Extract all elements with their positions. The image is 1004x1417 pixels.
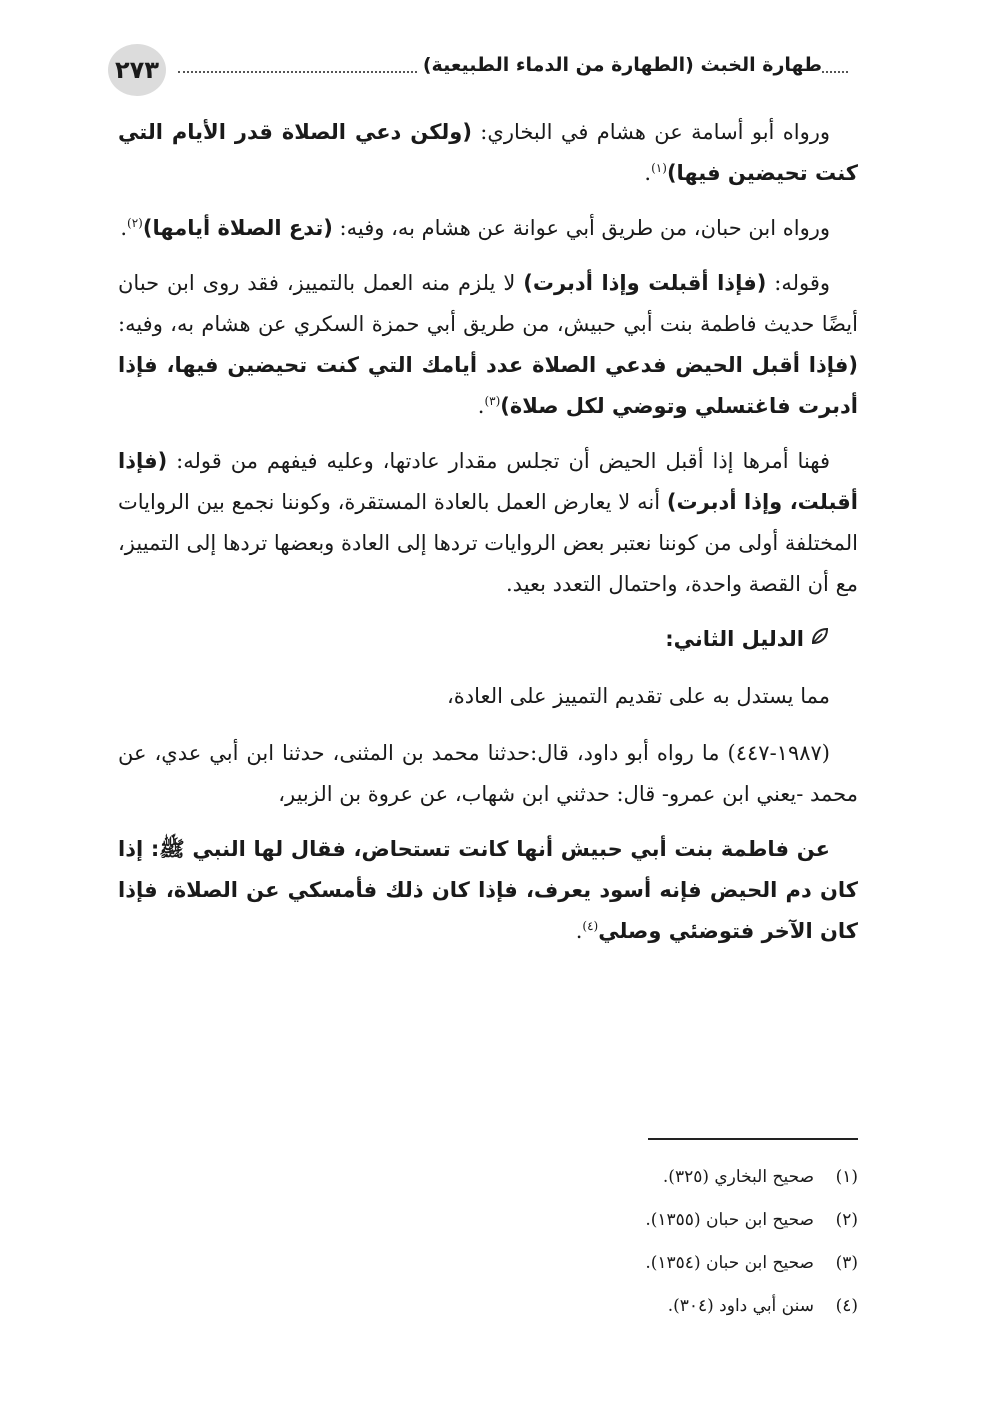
- footnote-text: صحيح ابن حبان (١٣٥٤).: [645, 1253, 814, 1273]
- footnote-1: [358, 1156, 858, 1199]
- footnote-text: سنن أبي داود (٣٠٤).: [667, 1296, 814, 1316]
- footnote-4: [358, 1285, 858, 1328]
- footnote-3: [358, 1242, 858, 1285]
- heading-text: الدليل الثاني:: [665, 627, 804, 651]
- footnote-ref-3: (٣): [484, 394, 501, 408]
- p2-end: .: [120, 216, 128, 240]
- paragraph-2: [118, 208, 858, 249]
- header-dots-left: [178, 57, 417, 73]
- p1-bold: (ولكن دعي الصلاة قدر الأيام التي كنت تحيضين فيها): [118, 120, 858, 185]
- section-heading: [118, 619, 830, 660]
- footnote-separator: [648, 1138, 858, 1140]
- p3-end: .: [477, 394, 485, 418]
- footnote-2: [358, 1199, 858, 1242]
- p1-text: ورواه أبو أسامة عن هشام في البخاري:: [471, 120, 830, 144]
- leaf-ornament-icon: [810, 619, 830, 660]
- p3-text-2: لا يلزم منه العمل بالتمييز، فقد روى ابن حبان أيضًا حديث فاطمة بنت أبي حبيش، من طريق أبي حمزة السكري عن هشام به، وفيه:: [118, 271, 858, 336]
- running-header: [108, 38, 848, 102]
- footnote-text: صحيح البخاري (٣٢٥).: [662, 1167, 814, 1187]
- p4-bold-1: (فإذا أقبلت، وإذا أدبرت): [118, 449, 859, 514]
- footnote-ref-2: (٢): [127, 216, 143, 230]
- page-number: ٢٧٣: [108, 44, 166, 96]
- footnote-number: (٣): [835, 1253, 858, 1273]
- p3-bold-2: (فإذا أقبل الحيض فدعي الصلاة عدد أيامك التي كنت تحيضين فيها، فإذا أدبرت فاغتسلي وتوضي لكل صلاة): [118, 353, 858, 418]
- paragraph-6: (١٩٨٧-٤٤٧) ما رواه أبو داود، قال:حدثنا محمد بن المثنى، حدثنا ابن أبي عدي، عن محمد -يعني ابن عمرو- قال: حدثني ابن شهاب، عن عروة بن الزبير،: [118, 741, 858, 806]
- p3-text-1: وقوله:: [766, 271, 831, 295]
- header-title-row: [178, 54, 848, 76]
- footnote-ref-1: (١): [651, 161, 667, 175]
- p7-bold: عن فاطمة بنت أبي حبيش أنها كانت تستحاض، فقال لها النبي ﷺ: إذا كان دم الحيض فإنه أسود يعرف، فإذا كان ذلك فأمسكي عن الصلاة، فإذا كان الآخر فتوضئي وصلي: [118, 837, 858, 943]
- p3-bold-1: (فإذا أقبلت وإذا أدبرت): [523, 271, 767, 295]
- header-title: طهارة الخبث (الطهارة من الدماء الطبيعية): [422, 54, 822, 76]
- p4-text-2: أنه لا يعارض العمل بالعادة المستقرة، وكوننا نجمع بين الروايات المختلفة أولى من كوننا نعتبر بعض الروايات تردها إلى العادة وبعضها تردها إلى التمييز، مع أن القصة واحدة، واحتمال التعدد بعيد.: [118, 490, 858, 596]
- footnote-number: (٢): [835, 1210, 858, 1230]
- paragraph-3: [118, 263, 858, 427]
- paragraph-1: [118, 112, 858, 194]
- footnote-ref-4: (٤): [582, 919, 599, 933]
- paragraph-4: [118, 441, 858, 605]
- p7-end: .: [575, 919, 583, 943]
- paragraph-5: مما يستدل به على تقديم التمييز على العادة،: [447, 684, 830, 708]
- footnote-number: (٤): [835, 1296, 858, 1316]
- footnote-number: (١): [835, 1167, 858, 1187]
- footnote-text: صحيح ابن حبان (١٣٥٥).: [645, 1210, 814, 1230]
- p4-text-1: فهنا أمرها إذا أقبل الحيض أن تجلس مقدار عادتها، وعليه فيفهم من قوله:: [167, 449, 830, 473]
- p1-end: .: [644, 161, 652, 185]
- footnotes: [358, 1156, 858, 1328]
- header-dots-right: [822, 57, 848, 73]
- p2-text: ورواه ابن حبان، من طريق أبي عوانة عن هشام به، وفيه:: [332, 216, 830, 240]
- paragraph-7: [118, 829, 858, 952]
- page-body: [118, 112, 858, 966]
- p2-bold: (تدع الصلاة أيامها): [142, 216, 333, 240]
